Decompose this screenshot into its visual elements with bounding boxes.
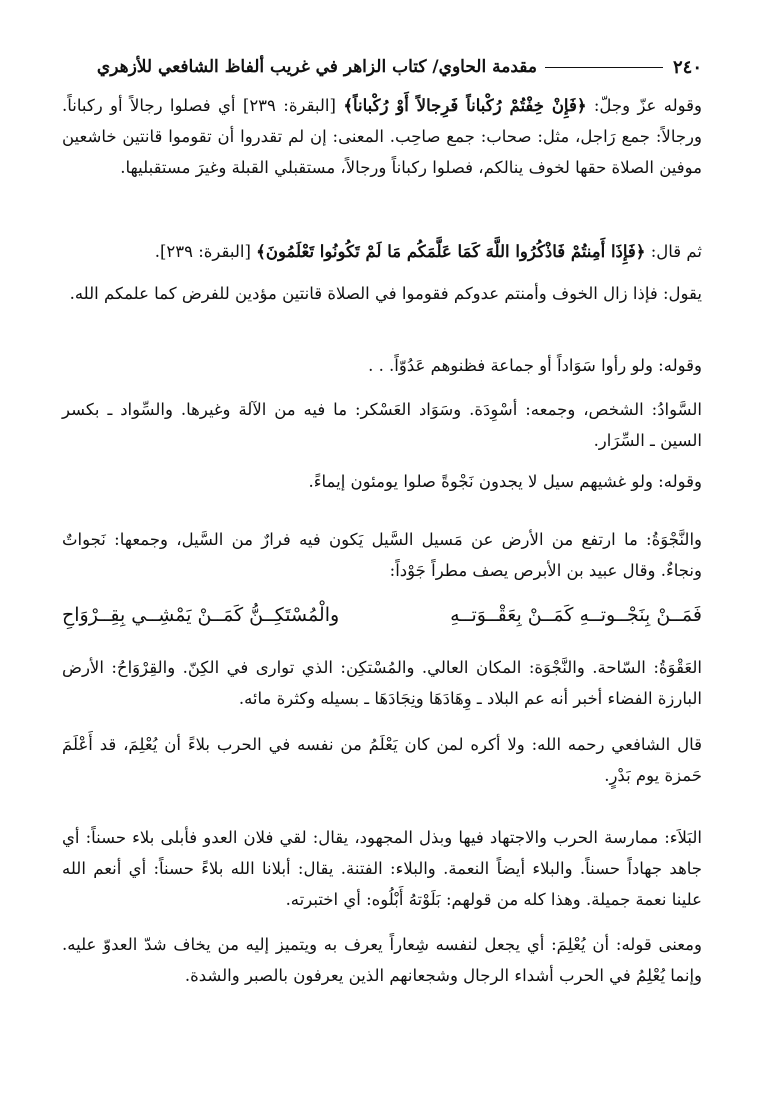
commentary-text: [البقرة: ٢٣٩] أي فصلوا رجالاً أو ركباناً. ورجالاً: جمع رَاجل، مثل: صحاب: جمع صاحِب. المعنى: إن لم تقدروا أن تقوموا قانتين خاشعين موفين الصلاة حقها لخوف ينالكم، فصلوا ركباناً ورجالاً، مستقبلي القبلة وغيرَ مستقبليها. (62, 96, 702, 177)
verse-reference: [البقرة: ٢٣٩]. (154, 242, 251, 261)
paragraph-quote-najwa: وقوله: ولو غشيهم سيل لا يجدون نَجْوةً صلوا يومئون إيماءً. (308, 472, 702, 491)
book-page (62, 52, 702, 1062)
running-title: مقدمة الحاوي/ كتاب الزاهر في غريب ألفاظ الشافعي للأزهري (96, 57, 537, 77)
poem-verse (62, 599, 702, 631)
paragraph-verse-safety (62, 236, 702, 267)
paragraph-meaning-yulim: ومعنى قوله: أن يُعْلِمَ: أي يجعل لنفسه شِعاراً يعرف به ويتميز إليه من يخاف شدّ العدوّ عليه. وإنما يُعْلِمُ في الحرب أشداء الرجال وشجعانهم الذين يعرفون بالصبر والشدة. (62, 935, 702, 985)
paragraph-quote-sawad: وقوله: ولو رأوا سَوَاداً أو جماعة فظنوهم عَدُوّاً. . . (368, 356, 702, 375)
paragraph-definition-balaa: البَلاَء: ممارسة الحرب والاجتهاد فيها وبذل المجهود، يقال: لقي فلان العدو فأبلى بلاء حسناً: أي جاهد جهاداً حسناً. والبلاء أيضاً النعمة. والبلاء: الفتنة. يقال: أبلانا الله بلاءً حسناً: أي أنعم الله علينا نعمة جميلة. وهذا كله من قولهم: بَلَوْتهُ أَبْلُوه: أي اختبرته. (62, 828, 702, 909)
header-rule (545, 67, 663, 68)
quran-verse: ﴿فَإِنْ خِفْتُمْ رُكْباناً فَرِجالاً أَوْ رُكْباناً﴾ (343, 96, 587, 115)
quran-verse: ﴿فَإِذَا أَمِنتُمْ فَاذْكُرُوا اللَّهَ كَمَا عَلَّمَكُم مَا لَمْ تَكُونُوا تَعْلَمُونَ﴾ (256, 242, 646, 261)
paragraph-definition-sawad: السَّوادُ: الشخص، وجمعه: أسْوِدَة. وسَوَاد العَسْكر: ما فيه من الآلة وغيرها. والسِّواد ـ بكسر السين ـ السِّرَار. (62, 400, 702, 450)
lead-text: وقوله عزّ وجلّ: (593, 96, 702, 115)
page-header (62, 52, 702, 82)
paragraph-explanation: يقول: فإذا زال الخوف وأمنتم عدوكم فقوموا في الصلاة قانتين مؤدين للفرض كما علمكم الله. (69, 284, 702, 303)
poem-first-hemistich: فَمَــنْ بِنَجْــوتــهِ كَمَــنْ بِعَقْــوَتــهِ (450, 604, 702, 626)
paragraph-shafii-quote: قال الشافعي رحمه الله: ولا أكره لمن كان يَعْلَمُ من نفسه في الحرب بلاءً أن يُعْلِمَ، قد أَعْلَمَ حَمزة يوم بَدْرٍ. (62, 735, 702, 785)
paragraph-definition-najwa: والنَّجْوَةُ: ما ارتفع من الأرض عن مَسيل السَّيل يَكون فيه فرارٌ من السَّيل، وجمعها: نَجواتٌ ونجاءٌ. وقال عبيد بن الأبرص يصف مطراً جَوْداً: (62, 530, 702, 580)
paragraph-verse-fear (62, 90, 702, 183)
page-number: ٢٤٠ (672, 56, 702, 78)
poem-second-hemistich: والْمُسْتَكِــنُّ كَمَــنْ يَمْشِــي بِقِــرْوَاحِ (62, 604, 340, 626)
lead-text: ثم قال: (650, 242, 702, 261)
paragraph-poem-glossary: العَقْوَةُ: السّاحة. والنَّجْوَة: المكان العالي. والمُسْتكِن: الذي توارى في الكِنّ. والقِرْوَاحُ: الأرض البارزة الفضاء أخبر أنه عم البلاد ـ وِهَادَهَا ونِجَادَهَا ـ بسيله وكثرة مائه. (62, 658, 702, 708)
